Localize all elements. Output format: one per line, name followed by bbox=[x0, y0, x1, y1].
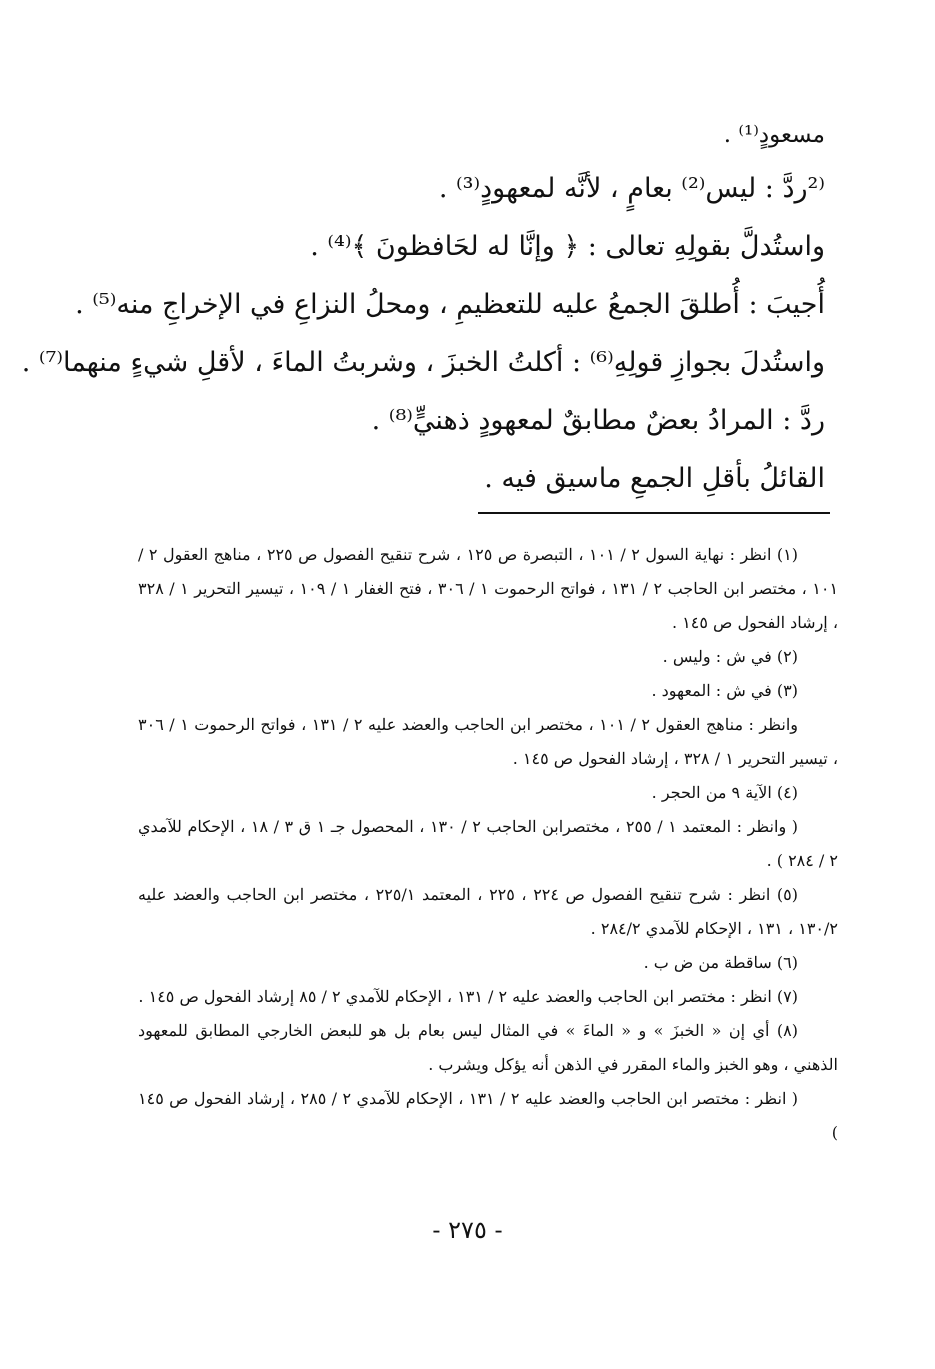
main-text-line: واستُدلَ بجوازِ قولِهِ⁽⁶⁾ : أكلتُ الخبزَ ، وشربتُ الماءَ ، لأقلِ شيءٍ منهما⁽⁷⁾ . bbox=[21, 347, 825, 378]
footnote-divider bbox=[478, 512, 830, 514]
footnote-8-continuation: ( انظر : مختصر ابن الحاجب والعضد عليه ٢ / ١٣١ ، الإحكام للآمدي ٢ / ٢٨٥ ، إرشاد الفحول ص ١٤٥ ) bbox=[138, 1089, 838, 1142]
footnote-5: (٥) انظر : شرح تنقيح الفصول ص ٢٢٤ ، ٢٢٥ ، المعتمد ٢٢٥/١ ، مختصر ابن الحاجب والعضد عليه ١٣٠/٢ ، ١٣١ ، الإحكام للآمدي ٢٨٤/٢ . bbox=[138, 885, 838, 938]
main-text-line: ردَّ : المرادُ بعضٌ مطابقٌ لمعهودٍ ذهنيٍّ⁽⁸⁾ . bbox=[371, 405, 825, 436]
footnote-1: (١) انظر : نهاية السول ٢ / ١٠١ ، التبصرة ص ١٢٥ ، شرح تنقيح الفصول ص ٢٢٥ ، مناهج العقول ٢ / ١٠١ ، مختصر ابن الحاجب ٢ / ١٣١ ، فواتح الرحموت ١ / ٣٠٦ ، فتح الغفار ١ / ١٠٩ ، تيسير التحرير ١ / ٣٢٨ ، إرشاد الفحول ص ١٤٥ . bbox=[138, 545, 839, 632]
footnotes-block bbox=[138, 538, 838, 1150]
footnote-8: (٨) أي إن « الخبزَ » و « الماءَ » في المثال ليس بعام بل هو للبعض الخارجي المطابق للمعهود الذهني ، وهو الخبز والماء المقرر في الذهن أنه يؤكل ويشرب . bbox=[138, 1021, 838, 1074]
footnote-3: (٣) في ش : المعهود . bbox=[651, 681, 798, 700]
footnote-4: (٤) الآية ٩ من الحجر . bbox=[651, 783, 798, 802]
footnote-4-continuation: ( وانظر : المعتمد ١ / ٢٥٥ ، مختصرابن الحاجب ٢ / ١٣٠ ، المحصول جـ ١ ق ٣ / ١٨ ، الإحكام للآمدي ٢ / ٢٨٤ ) . bbox=[138, 817, 838, 870]
main-text-line: مسعودٍ⁽¹⁾ . bbox=[723, 122, 825, 148]
page-number: - ٢٧٥ - bbox=[432, 1216, 503, 1244]
footnote-7: (٧) انظر : مختصر ابن الحاجب والعضد عليه ٢ / ١٣١ ، الإحكام للآمدي ٢ / ٨٥ إرشاد الفحول ص ١٤٥ . bbox=[138, 987, 798, 1006]
footnote-2: (٢) في ش : وليس . bbox=[662, 647, 798, 666]
main-text-line: واستُدلَّ بقولِهِ تعالى : ﴿ وإنَّا له لحَافظونَ ﴾⁽⁴⁾ . bbox=[310, 231, 825, 262]
footnote-6: (٦) ساقطة من ض ب . bbox=[643, 953, 798, 972]
main-text-line: ⁽²ردَّ : ليس⁽²⁾ بعامٍ ، لأنَّه لمعهودٍ⁽³⁾ . bbox=[438, 173, 825, 204]
main-text-block bbox=[21, 110, 825, 508]
main-text-line: القائلُ بأقلِ الجمعِ ماسيق فيه . bbox=[484, 463, 825, 494]
main-text-line: أُجيبَ : أُطلقَ الجمعُ عليه للتعظيمِ ، ومحلُ النزاعِ في الإخراجِ منه⁽⁵⁾ . bbox=[75, 289, 825, 320]
footnote-3-continuation: وانظر : مناهج العقول ٢ / ١٠١ ، مختصر ابن الحاجب والعضد عليه ٢ / ١٣١ ، فواتح الرحموت ١ / ٣٠٦ ، تيسير التحرير ١ / ٣٢٨ ، إرشاد الفحول ص ١٤٥ . bbox=[138, 715, 838, 768]
